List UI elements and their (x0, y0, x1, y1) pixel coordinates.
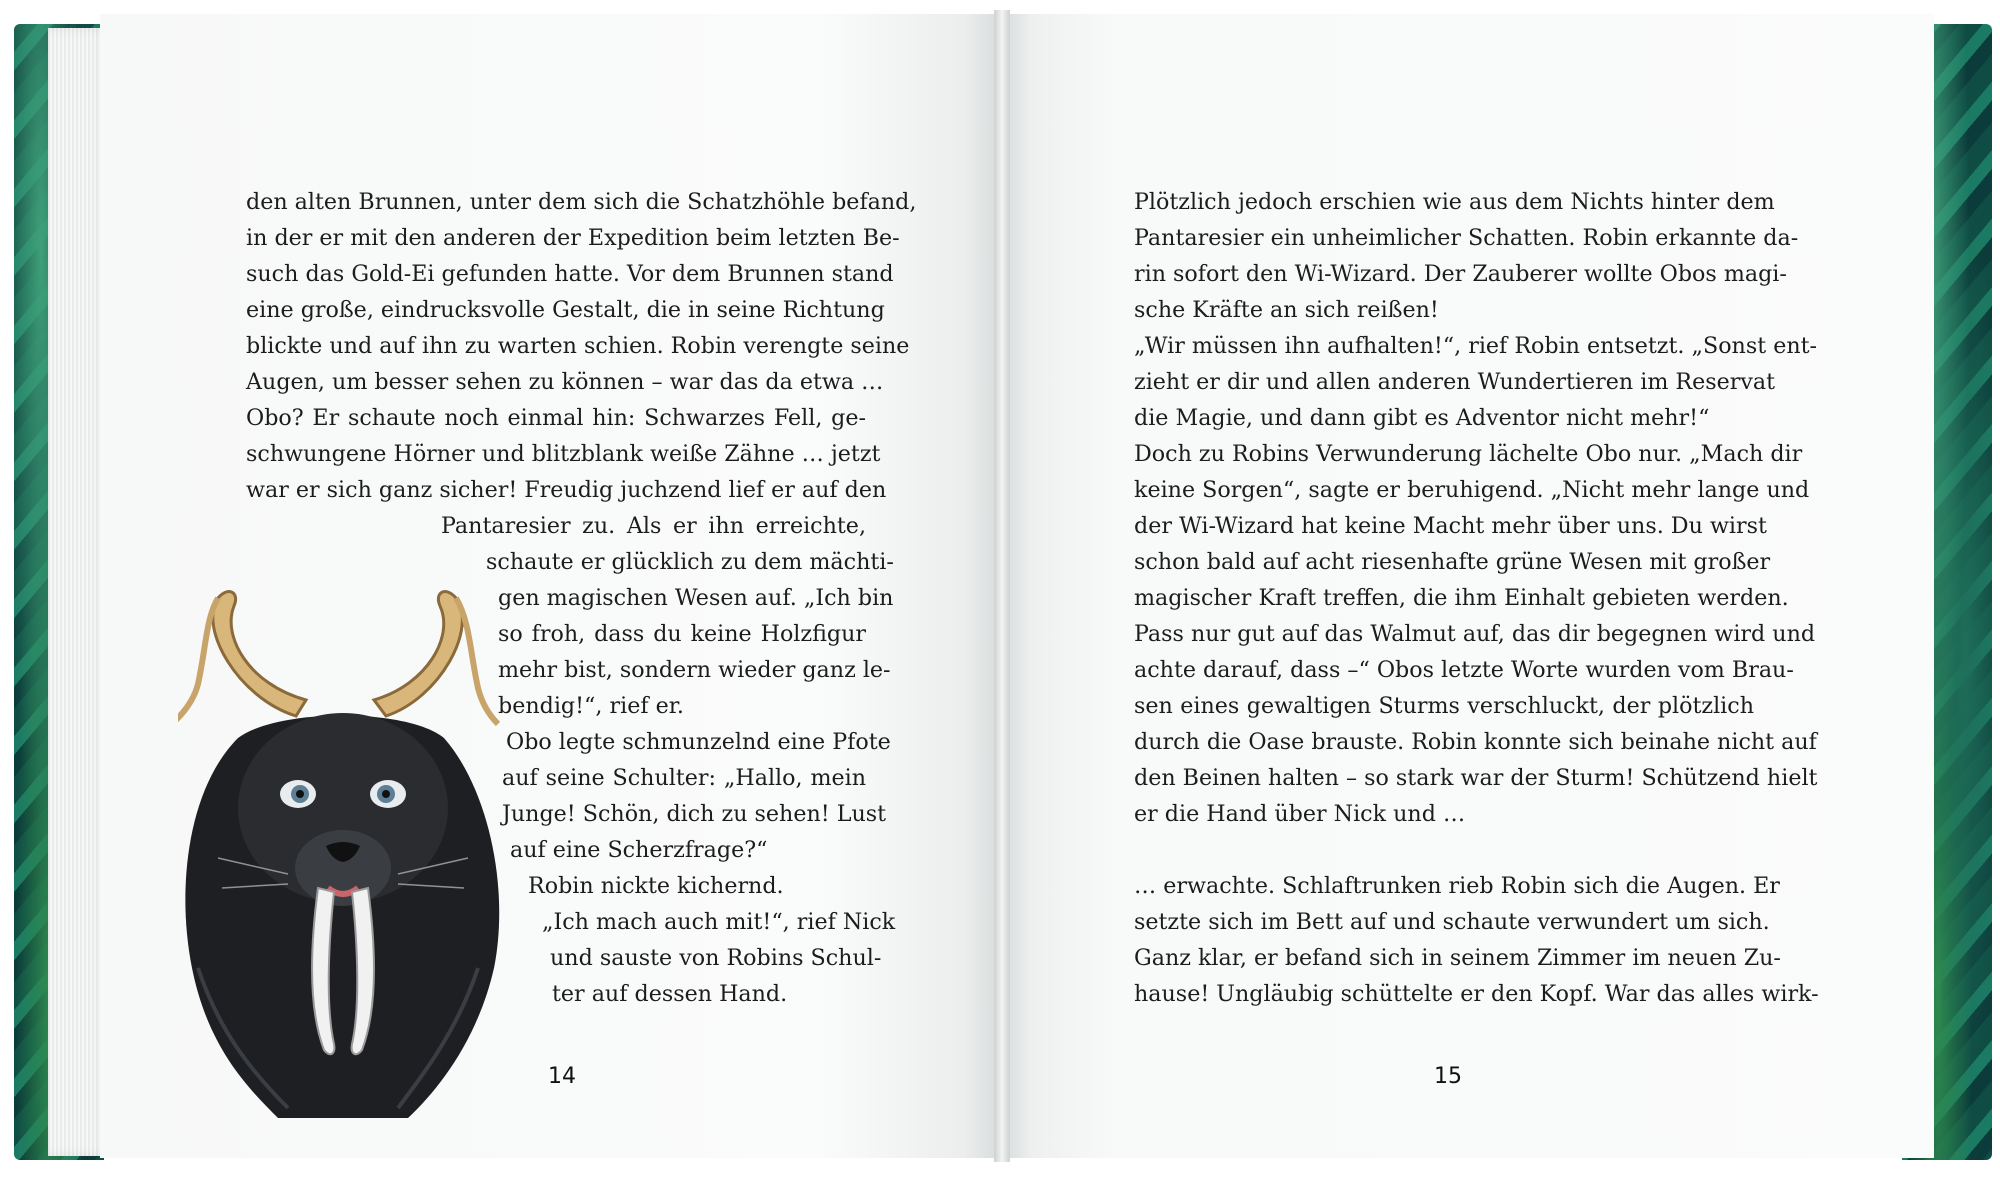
text-line: Pantaresier zu. Als er ihn erreichte, (441, 513, 866, 539)
text-line: schon bald auf acht riesenhafte grüne Wesen mit großer (1134, 549, 1771, 575)
text-line: Augen, um besser sehen zu können – war das da etwa … (246, 369, 884, 395)
page-number-left: 14 (548, 1064, 576, 1089)
text-line: er die Hand über Nick und … (1134, 801, 1466, 827)
goat-creature-icon (178, 588, 508, 1128)
text-line: der Wi-Wizard hat keine Macht mehr über uns. Du wirst (1134, 513, 1767, 539)
text-line: durch die Oase brauste. Robin konnte sich beinahe nicht auf (1134, 729, 1817, 755)
text-line: auf eine Scherzfrage?“ (510, 837, 768, 863)
text-line: zieht er dir und allen anderen Wundertieren im Reservat (1134, 369, 1776, 395)
text-line: war er sich ganz sicher! Freudig juchzend lief er auf den (246, 477, 887, 503)
text-line: Pantaresier ein unheimlicher Schatten. Robin erkannte da- (1134, 225, 1799, 251)
text-line: Obo? Er schaute noch einmal hin: Schwarzes Fell, ge- (246, 405, 866, 431)
text-line: Junge! Schön, dich zu sehen! Lust (502, 801, 887, 827)
text-line: so froh, dass du keine Holzfigur (498, 621, 866, 647)
text-line: Obo legte schmunzelnd eine Pfote (506, 729, 891, 755)
text-line-blank (1134, 832, 1754, 868)
text-line: gen magischen Wesen auf. „Ich bin (498, 585, 894, 611)
page-number-right: 15 (1434, 1064, 1462, 1089)
text-line: den Beinen halten – so stark war der Sturm! Schützend hielt (1134, 765, 1818, 791)
text-line: rin sofort den Wi-Wizard. Der Zauberer wollte Obos magi- (1134, 261, 1787, 287)
text-line: bendig!“, rief er. (498, 693, 684, 719)
right-page-text (1134, 184, 1819, 1012)
text-line: such das Gold-Ei gefunden hatte. Vor dem Brunnen stand (246, 261, 894, 287)
text-line: und sauste von Robins Schul- (550, 945, 882, 971)
text-line: Ganz klar, er befand sich in seinem Zimmer im neuen Zu- (1134, 945, 1781, 971)
text-line: Doch zu Robins Verwunderung lächelte Obo nur. „Mach dir (1134, 441, 1803, 467)
text-line: den alten Brunnen, unter dem sich die Schatzhöhle befand, (246, 189, 917, 215)
text-line: hause! Ungläubig schüttelte er den Kopf. War das alles wirk- (1134, 981, 1819, 1007)
text-line: mehr bist, sondern wieder ganz le- (498, 657, 891, 683)
text-line: achte darauf, dass –“ Obos letzte Worte wurden vom Brau- (1134, 657, 1794, 683)
text-line: Pass nur gut auf das Walmut auf, das dir begegnen wird und (1134, 621, 1816, 647)
text-line: auf seine Schulter: „Hallo, mein (502, 765, 866, 791)
text-line: magischer Kraft treffen, die ihm Einhalt gebieten werden. (1134, 585, 1789, 611)
text-line: schwungene Hörner und blitzblank weiße Zähne … jetzt (246, 441, 881, 467)
text-line: die Magie, und dann gibt es Adventor nicht mehr!“ (1134, 405, 1710, 431)
text-line: Plötzlich jedoch erschien wie aus dem Nichts hinter dem (1134, 189, 1775, 215)
text-line: Robin nickte kichernd. (528, 873, 784, 899)
page-block-edge (48, 28, 108, 1156)
text-line: setzte sich im Bett auf und schaute verwundert um sich. (1134, 909, 1770, 935)
text-line: schaute er glücklich zu dem mächti- (486, 549, 894, 575)
text-line: keine Sorgen“, sagte er beruhigend. „Nicht mehr lange und (1134, 477, 1810, 503)
text-line: sen eines gewaltigen Sturms verschluckt, der plötzlich (1134, 693, 1754, 719)
text-line: „Ich mach auch mit!“, rief Nick (542, 909, 896, 935)
text-line: „Wir müssen ihn aufhalten!“, rief Robin entsetzt. „Sonst ent- (1134, 333, 1818, 359)
text-line: sche Kräfte an sich reißen! (1134, 297, 1439, 323)
text-line: eine große, eindrucksvolle Gestalt, die in seine Richtung (246, 297, 885, 323)
text-line: ter auf dessen Hand. (552, 981, 788, 1007)
text-line: blickte und auf ihn zu warten schien. Robin verengte seine (246, 333, 910, 359)
text-line: … erwachte. Schlaftrunken rieb Robin sich die Augen. Er (1134, 873, 1780, 899)
text-line: in der er mit den anderen der Expedition beim letzten Be- (246, 225, 900, 251)
book-gutter (994, 10, 1010, 1162)
